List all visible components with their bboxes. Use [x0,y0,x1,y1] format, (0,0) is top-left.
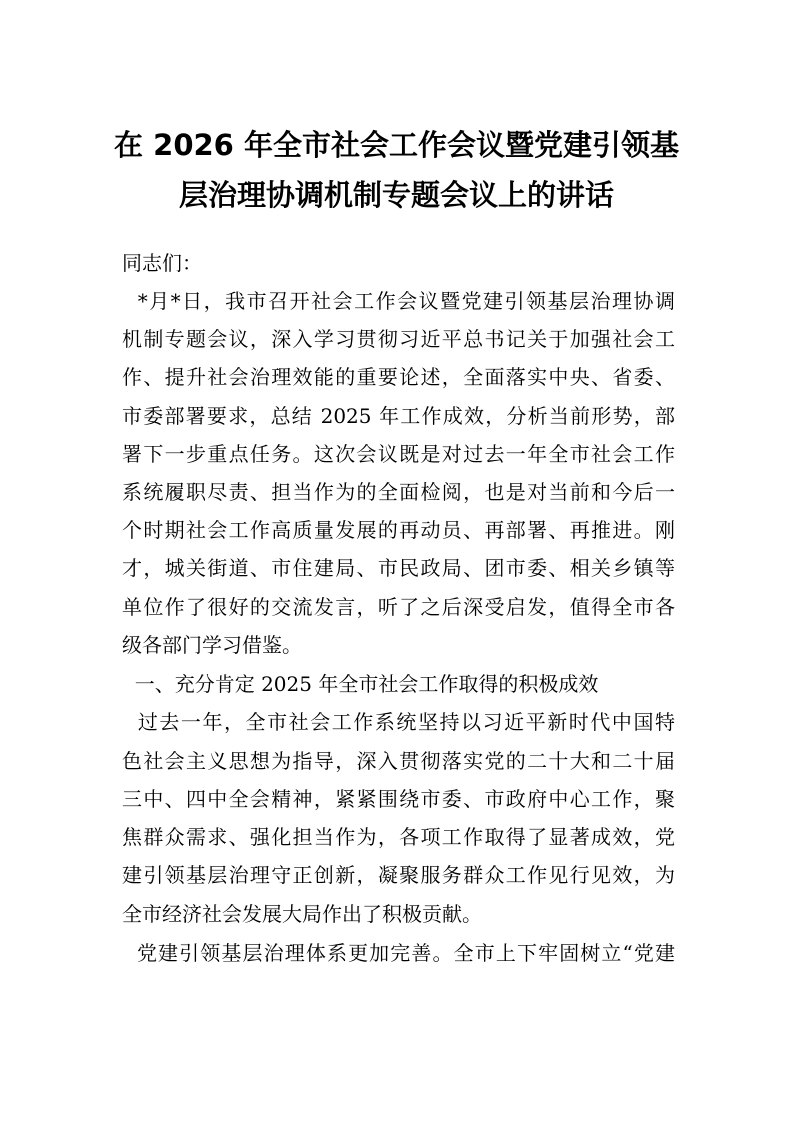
body-text-line: 单位作了很好的交流发言，听了之后深受启发，值得全市各 [122,595,675,619]
section-heading: 一、充分肯定 2025 年全市社会工作取得的积极成效 [122,672,599,696]
salutation: 同志们： [122,251,202,275]
body-text-line: 市委部署要求，总结 2025 年工作成效，分析当前形势，部 [122,404,675,428]
body-text-line: 焦群众需求、强化担当作为，各项工作取得了显著成效，党 [122,825,675,849]
body-text-line: 色社会主义思想为指导，深入贯彻落实党的二十大和二十届 [122,749,675,773]
body-text-line: *月*日，我市召开社会工作会议暨党建引领基层治理协调 [122,289,675,313]
body-text-line: 个时期社会工作高质量发展的再动员、再部署、再推进。刚 [122,518,675,542]
document-title-line-2: 层治理协调机制专题会议上的讲话 [178,178,614,212]
body-text-line: 作、提升社会治理效能的重要论述，全面落实中央、省委、 [122,365,675,389]
body-text-line: 党建引领基层治理体系更加完善。全市上下牢固树立“党建 [122,941,675,965]
body-text-line: 署下一步重点任务。这次会议既是对过去一年全市社会工作 [122,442,675,466]
body-text-line: 机制专题会议，深入学习贯彻习近平总书记关于加强社会工 [122,327,675,351]
document-title-line-1: 在 2026 年全市社会工作会议暨党建引领基 [114,128,679,162]
body-text-line: 才，城关街道、市住建局、市民政局、团市委、相关乡镇等 [122,556,675,580]
body-text-line: 级各部门学习借鉴。 [122,633,302,657]
body-text-line: 系统履职尽责、担当作为的全面检阅，也是对当前和今后一 [122,480,675,504]
body-text-line: 全市经济社会发展大局作出了积极贡献。 [122,902,482,926]
body-text-line: 建引领基层治理守正创新，凝聚服务群众工作见行见效，为 [122,863,675,887]
body-text-line: 三中、四中全会精神，紧紧围绕市委、市政府中心工作，聚 [122,787,675,811]
body-text-line: 过去一年，全市社会工作系统坚持以习近平新时代中国特 [122,710,675,734]
